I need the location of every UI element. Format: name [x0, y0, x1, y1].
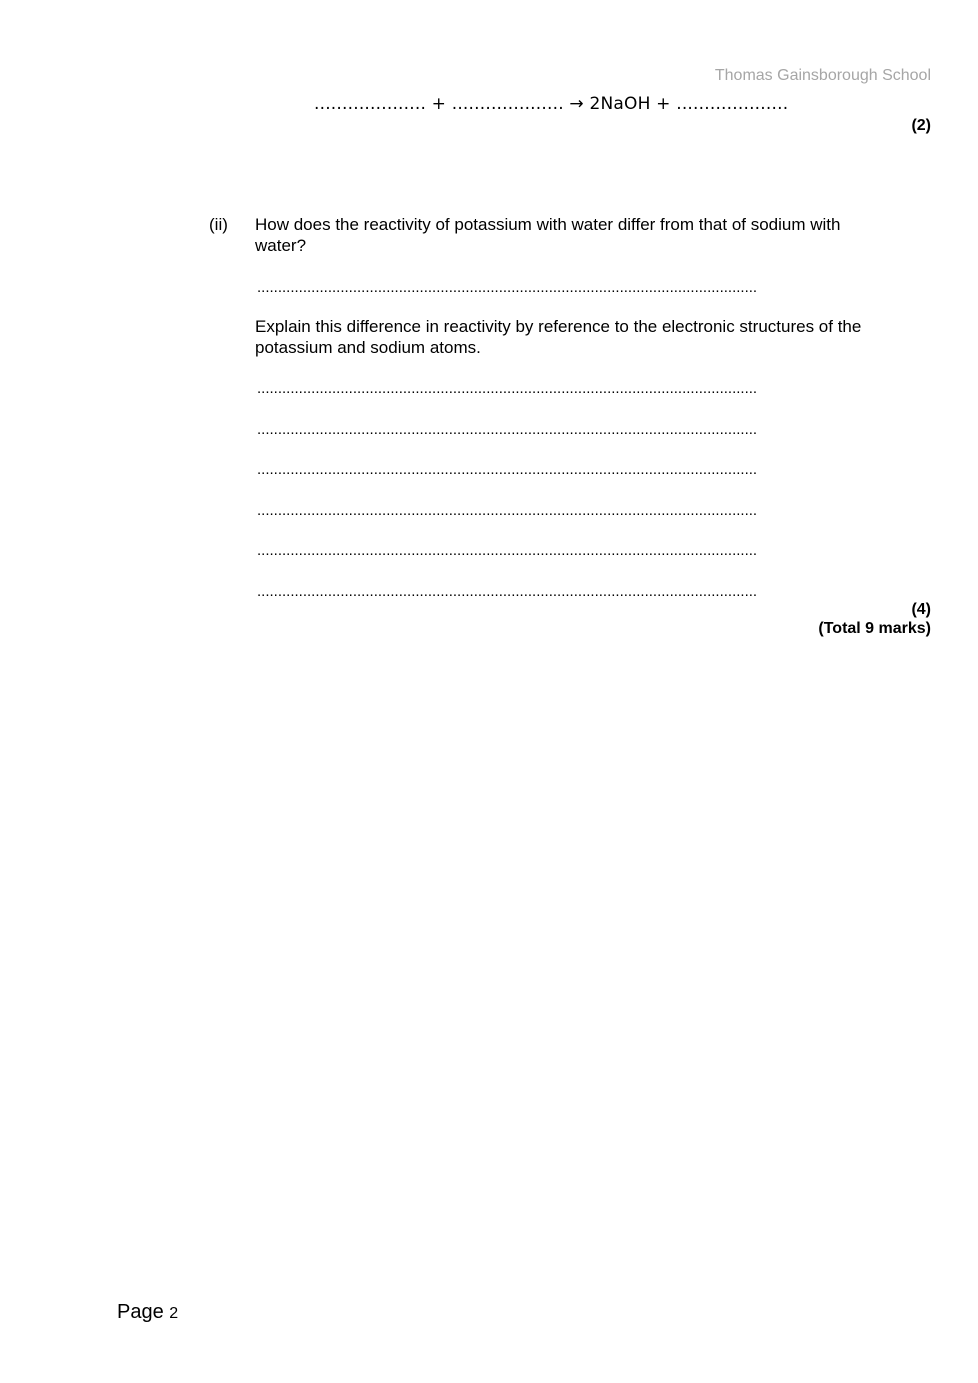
page-number: 2: [169, 1305, 179, 1322]
school-name-header: Thomas Gainsborough School: [714, 67, 931, 84]
question-prompt-reactivity: How does the reactivity of potassium with water differ from that of sodium with water?: [255, 215, 841, 255]
page-footer: [117, 1301, 178, 1324]
question-part-label: (ii): [209, 215, 228, 234]
answer-line[interactable]: ........................................................................................................................: [257, 543, 758, 559]
answer-line[interactable]: ........................................................................................................................: [257, 503, 758, 519]
page-label: Page: [117, 1301, 164, 1323]
answer-line[interactable]: ........................................................................................................................: [257, 280, 758, 296]
answer-line[interactable]: ........................................................................................................................: [257, 422, 758, 438]
answer-line[interactable]: ........................................................................................................................: [257, 381, 758, 397]
marks-allocation: (2): [911, 117, 931, 134]
total-marks: (Total 9 marks): [818, 620, 931, 637]
answer-line[interactable]: ........................................................................................................................: [257, 462, 758, 478]
marks-allocation: (4): [911, 601, 931, 618]
word-equation: .................... + .................... → 2NaOH + ....................: [314, 94, 789, 114]
question-prompt-explain: Explain this difference in reactivity by reference to the electronic structures of the potassium and sodium atoms.: [255, 317, 862, 357]
answer-line[interactable]: ........................................................................................................................: [257, 584, 758, 600]
